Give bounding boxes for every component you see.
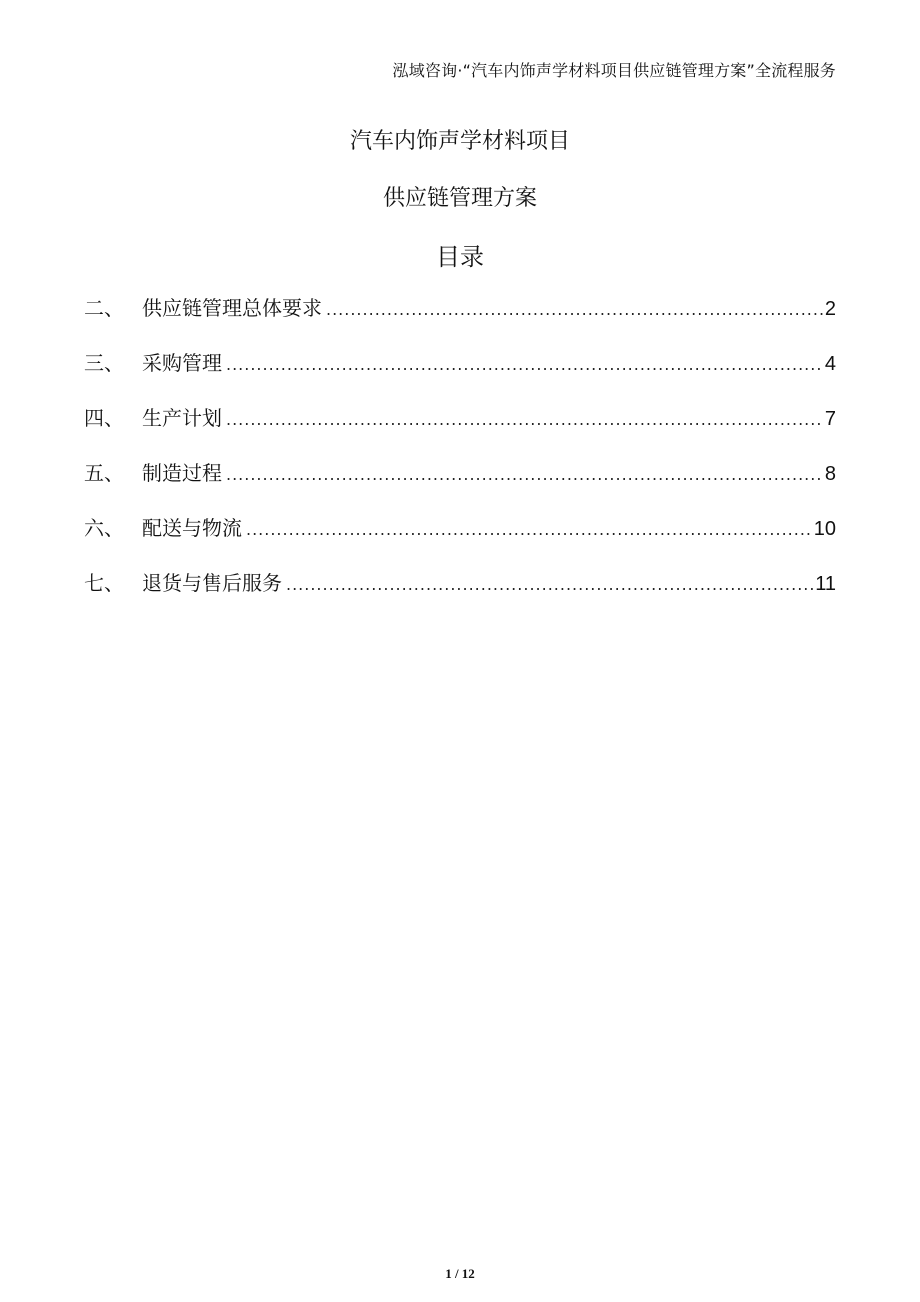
toc-dot-leader — [326, 300, 823, 319]
toc-entry[interactable] — [84, 292, 836, 347]
toc-entry-title: 生产计划 — [142, 406, 222, 430]
running-header: 泓域咨询·“汽车内饰声学材料项目供应链管理方案”全流程服务 — [392, 61, 836, 80]
document-subtitle: 供应链管理方案 — [382, 186, 537, 211]
toc-entry[interactable] — [84, 512, 836, 567]
toc-dot-leader — [286, 575, 813, 594]
toc-entry-page: 4 — [824, 353, 836, 375]
toc-entry-page: 10 — [813, 518, 836, 540]
toc-entry-title: 配送与物流 — [142, 516, 242, 540]
toc-heading: 目录 — [436, 243, 484, 271]
toc-entry-number: 六、 — [84, 516, 124, 540]
toc-entry-number: 二、 — [84, 296, 124, 320]
toc-entry-title: 供应链管理总体要求 — [142, 296, 322, 320]
toc-entry-page: 2 — [824, 298, 836, 320]
toc-entry-page: 7 — [824, 408, 836, 430]
toc-entry[interactable] — [84, 347, 836, 402]
toc-dot-leader — [246, 520, 812, 539]
toc-entry-number: 五、 — [84, 461, 124, 485]
toc-entry-number: 四、 — [84, 406, 124, 430]
document-title: 汽车内饰声学材料项目 — [349, 129, 570, 154]
toc-entry-title: 制造过程 — [142, 461, 222, 485]
toc-entry-page: 11 — [815, 573, 836, 595]
table-of-contents — [84, 292, 836, 622]
toc-dot-leader — [226, 410, 823, 429]
toc-entry[interactable] — [84, 457, 836, 512]
toc-entry-number: 七、 — [84, 571, 124, 595]
toc-dot-leader — [226, 465, 823, 484]
toc-entry[interactable] — [84, 567, 836, 622]
toc-entry-page: 8 — [824, 463, 836, 485]
toc-entry[interactable] — [84, 402, 836, 457]
toc-dot-leader — [226, 355, 823, 374]
toc-entry-title: 退货与售后服务 — [142, 571, 282, 595]
toc-entry-number: 三、 — [84, 351, 124, 375]
toc-entry-title: 采购管理 — [142, 351, 222, 375]
page-indicator: 1 / 12 — [445, 1266, 475, 1281]
